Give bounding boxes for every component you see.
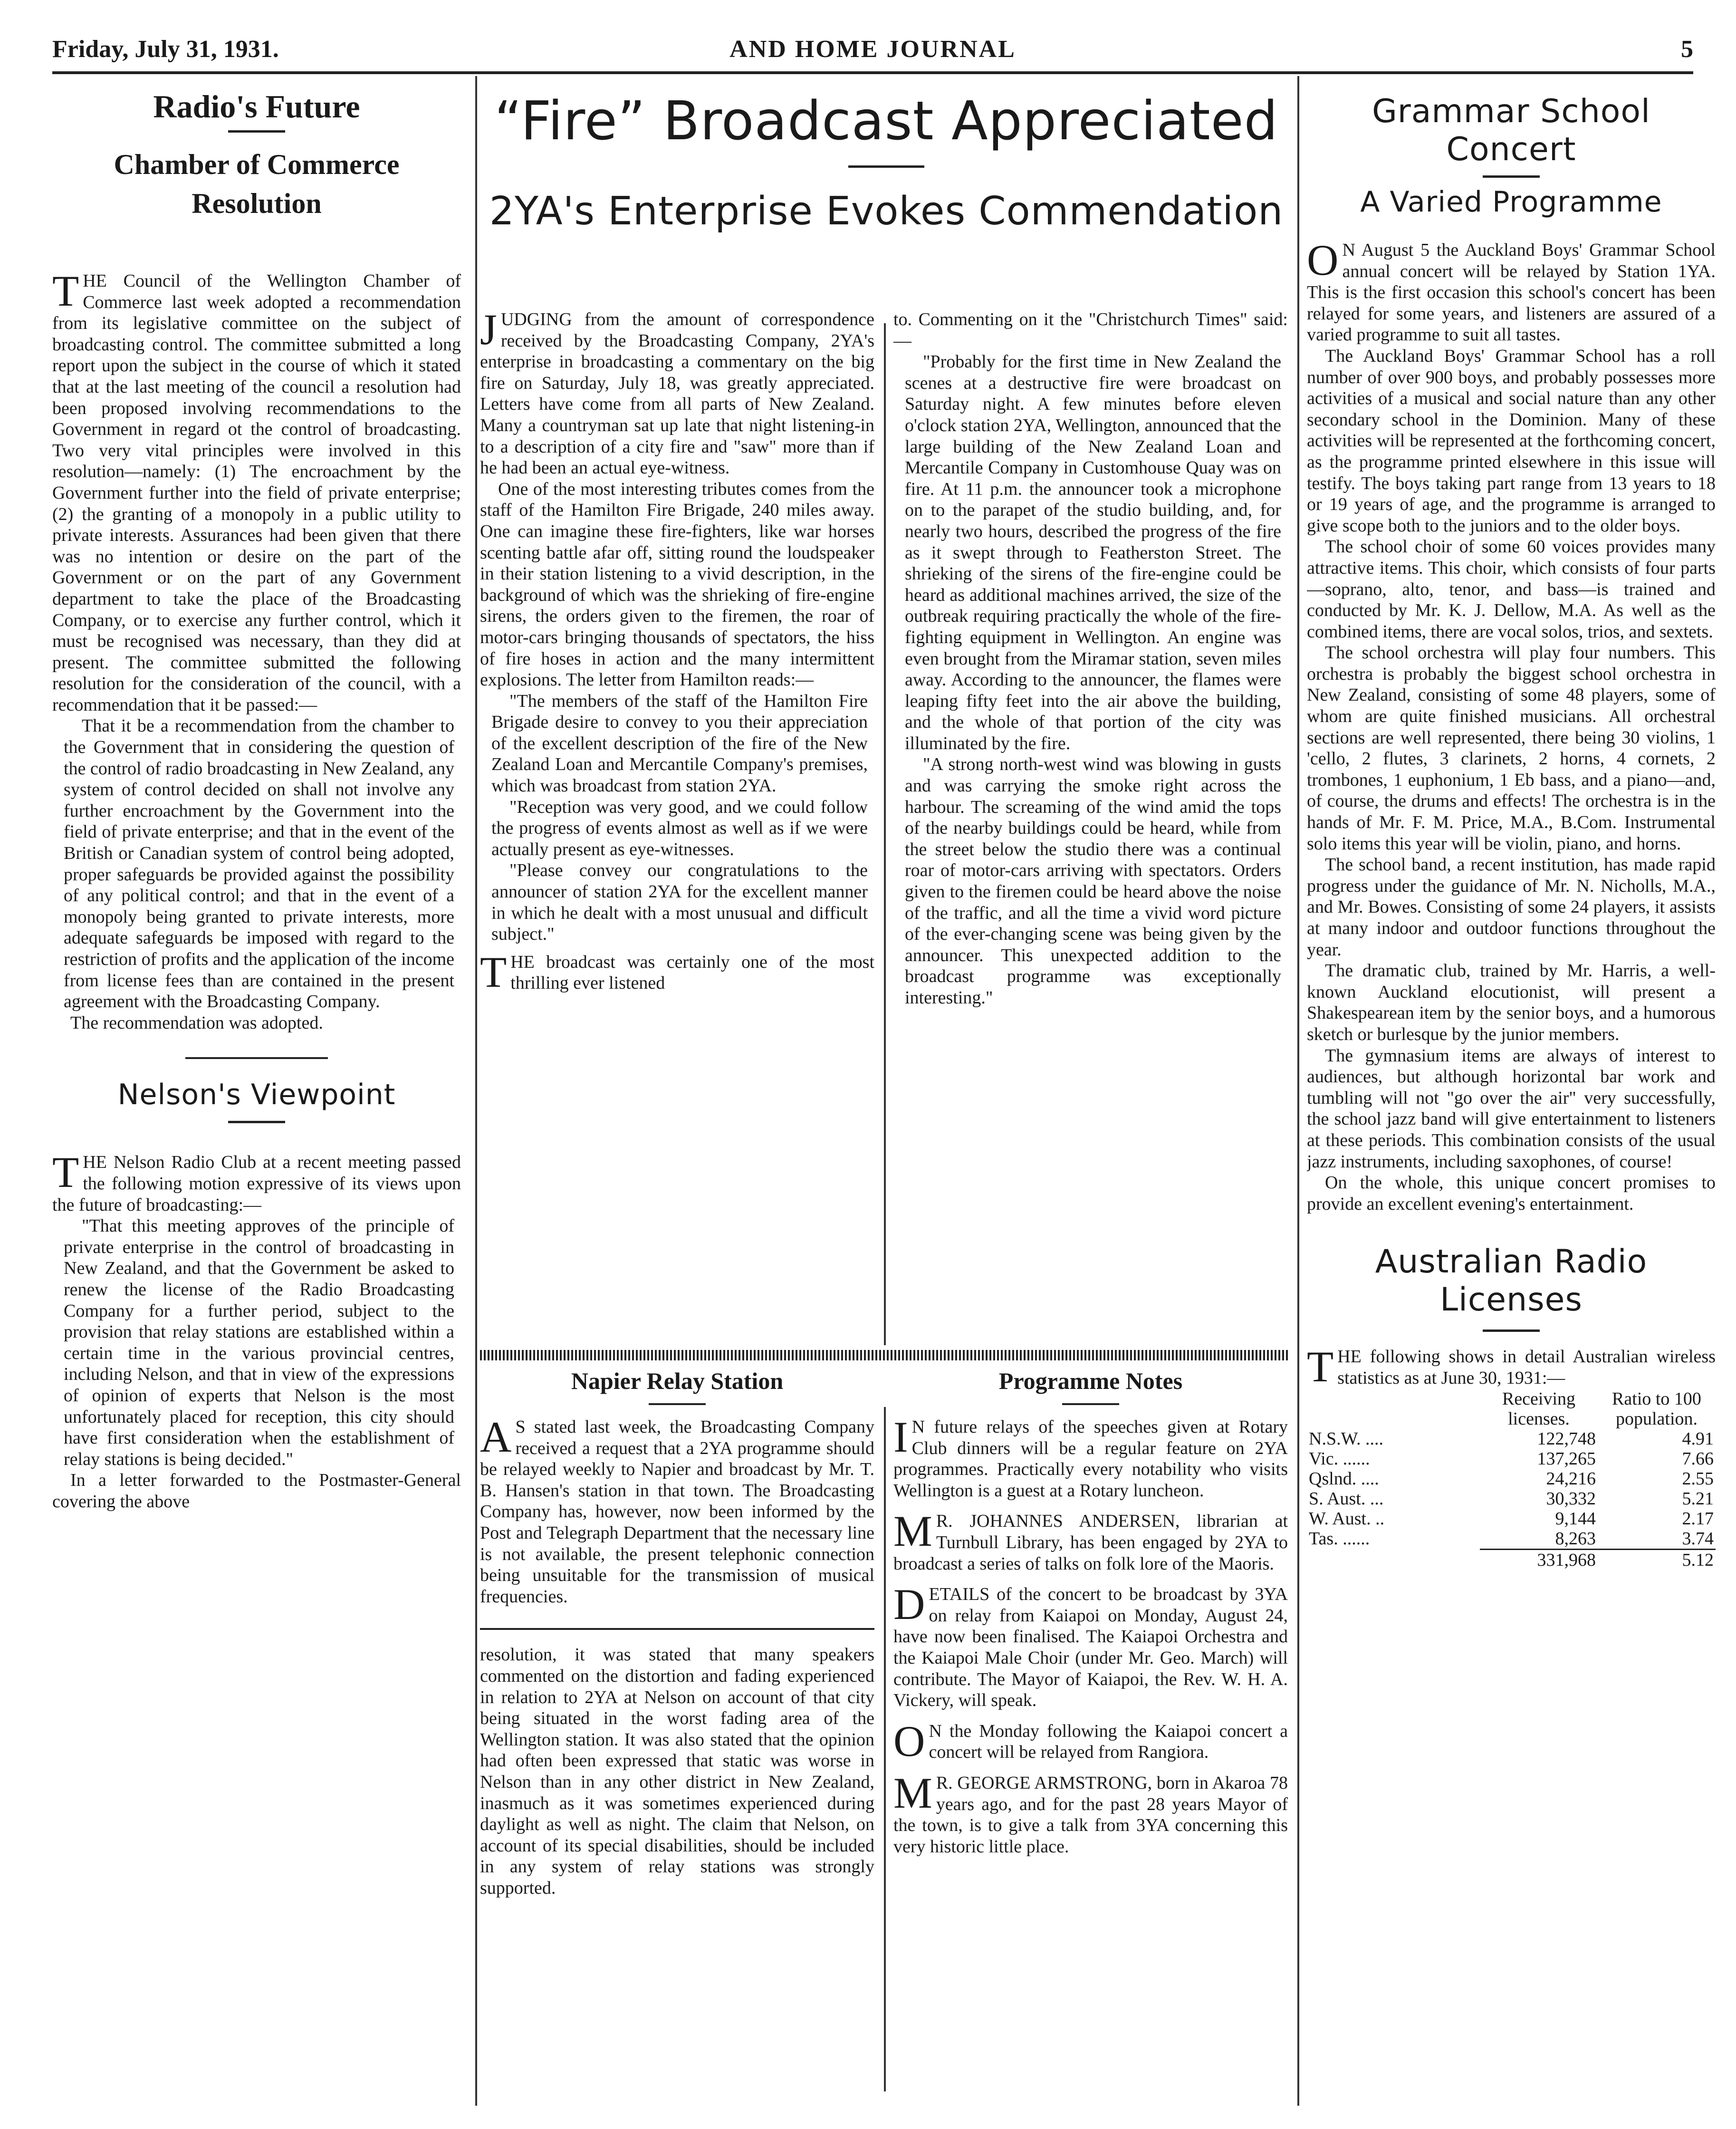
napier-title: Napier Relay Station — [571, 1368, 784, 1394]
radio-future-resolution: That it be a recommendation from the chamber to the Government that in considering the question of the control of radio broadcasting in New Zealand, any system of control decided on shall not involve any further encroachment by the Government into the field of private enterprise; and that in the event of the British or Canadian system of control being adopted, proper safeguards be provided against the possibility of any political control; and that in the event of a monopoly being granted to private interests, more adequate safeguards be imposed with regard to the restriction of profits and the application of the income from license fees than are contained in the present agreement with the Broadcasting Company. — [64, 716, 454, 1012]
programme-note-5: MR. GEORGE ARMSTRONG, born in Akaroa 78 years ago, and for the past 28 years Mayor of the town, is to give a talk from 3YA concerning this very historic little place. — [893, 1768, 1288, 1857]
fire-col2-para-1: to. Commenting on it the "Christchurch Times" said:— — [893, 309, 1288, 351]
australian-title: Australian Radio Licenses — [1375, 1243, 1648, 1319]
table-row — [1307, 1449, 1716, 1469]
licenses-cell: 30,332 — [1546, 1488, 1596, 1509]
section-rule — [185, 1057, 328, 1059]
ratio-cell: 5.21 — [1682, 1488, 1714, 1509]
grammar-para-2: The Auckland Boys' Grammar School has a roll number of over 900 boys, and probably possesses more activities of a musical and social nature than any other secondary school in the Dominion. Many of these activities will be represented at the forthcoming concert, as the programme printed elsewhere in this issue will testify. The boys taking part range from 13 years to 18 or 19 years of age, and the programme is arranged to give scope both to the juniors and to the older boys. — [1307, 346, 1716, 536]
grammar-body — [1307, 236, 1716, 1214]
fire-subtitle: 2YA's Enterprise Evokes Commendation — [489, 189, 1284, 234]
column-divider — [884, 323, 886, 1345]
grammar-para-7: The gymnasium items are always of interest to audiences, but although horizontal bar work and tumbling will not "go over the air" very successfully, the school jazz band will give entertainment to listeners at these periods. This combination consists of the usual jazz instruments, including saxophones, of course! — [1307, 1045, 1716, 1172]
table-total-row — [1307, 1549, 1716, 1570]
fire-times-quote-2: "A strong north-west wind was blowing in gusts and was carrying the smoke right across the harbour. The screaming of the wind amid the tops of the nearby buildings could be heard, while from the street below the studio there was a continual roar of motor-cars arriving with spectators. Orders given to the firemen could be heard above the noise of the traffic, and all the time a vivid word picture of the ever-changing scene was being given by the announcer. This unexpected addition to the broadcast programme was exceptionally interesting." — [905, 754, 1281, 1008]
fire-title: “Fire” Broadcast Appreciated — [494, 90, 1278, 152]
licenses-cell: 137,265 — [1537, 1448, 1596, 1469]
programme-note-1: IN future relays of the speeches given at Rotary Club dinners will be a regular feature on 2YA programmes. Practically every notability who visits Wellington is a guest at a Rotary luncheon. — [893, 1413, 1288, 1501]
napier-section — [480, 1364, 874, 2096]
fire-times-quote-1: "Probably for the first time in New Zealand the scenes at a destructive fire were broadcast on Saturday night. A few minutes before eleven o'clock station 2YA, Wellington, announced that the large building of the New Zealand Loan and Mercantile Company in Customhouse Quay was on fire. At 11 p.m. the announcer took a microphone on to the parapet of the studio building, and, for nearly two hours, described the progress of the fire as it swept through to Featherston Street. The shrieking of the sirens of the fire-engine could be heard as additional machines arrived, the size of the outbreak requiring practically the whole of the fire-fighting equipment in Wellington. An engine was even brought from the Miramar station, seven miles away. According to the announcer, the flames were leaping fifty feet into the air above the building, and the whole of that portion of the city was illuminated by the fire. — [905, 352, 1281, 753]
column-left — [52, 83, 461, 2099]
grammar-para-3: The school choir of some 60 voices provides many attractive items. This choir, which consists of four parts—soprano, alto, tenor, and bass—is trained and conducted by Mr. K. J. Dellow, M.A. As well as the combined items, there are vocal solos, trios, and sextets. — [1307, 537, 1716, 642]
state-cell: S. Aust. ... — [1309, 1488, 1384, 1509]
total-licenses: 331,968 — [1480, 1549, 1598, 1570]
state-cell: W. Aust. .. — [1309, 1508, 1385, 1529]
nelson-para-3: In a letter forwarded to the Postmaster-General covering the above — [52, 1470, 461, 1512]
fire-letter-2: "Reception was very good, and we could follow the progress of events almost as well as if we were actually present as eye-witnesses. — [491, 797, 868, 859]
fire-letter-3: "Please convey our congratulations to the announcer of station 2YA for the excellent manner in which he dealt with a most unusual and difficult subject." — [491, 860, 868, 944]
grammar-subtitle: A Varied Programme — [1360, 185, 1662, 219]
title-rule — [649, 1403, 706, 1405]
nelson-motion: "That this meeting approves of the principle of private enterprise in the control of broadcasting in New Zealand, and that the Government be asked to renew the license of the Radio Broadcasting Company for a further period, subject to the provision that relay stations are established within a certain time in the various provincial centres, including Nelson, and that in view of the expressions of opinion of experts that Nelson is the most unfortunately placed for reception, this city should have first consideration when the establishment of relay stations is being decided." — [64, 1216, 454, 1469]
column-right — [1307, 83, 1716, 2099]
fire-para-1: JUDGING from the amount of correspondence received by the Broadcasting Company, 2YA's enterprise in broadcasting a commentary on the big fire on Saturday, July 18, was greatly appreciated. Letters have come from all parts of New Zealand. Many a countryman sat up late that night listening-in to a description of a city fire and "saw" more than if he had been an actual eye-witness. — [480, 309, 874, 478]
grammar-para-4: The school orchestra will play four numbers. This orchestra is probably the biggest school orchestra in New Zealand, consisting of some 48 players, some of whom are quite finished musicians. All orchestral sections are well represented, there being 30 violins, 1 'cello, 2 flutes, 3 clarinets, 2 horns, 4 cornets, 2 trombones, 1 euphonium, 1 Eb bass, and a piano—and, of course, the drums and effects! The orchestra is in the hands of Mr. F. M. Price, M.A., B.Com. Instrumental solo items this year will be violin, piano, and horns. — [1307, 643, 1716, 854]
ratio-cell: 2.55 — [1682, 1468, 1714, 1489]
state-cell: N.S.W. .... — [1309, 1428, 1383, 1449]
radio-future-para-1: THE Council of the Wellington Chamber of Commerce last week adopted a recommendation from its legislative committee on the subject of broadcasting control. The committee submitted a long report upon the subject in the course of which it stated that at the last meeting of the council a resolution had been proposed involving recommendations to the Government in regard ot the control of broadcasting. Two very vital principles were involved in this resolution—namely: (1) The encroachment by the Government further into the field of private enterprise; (2) the granting of a monopoly in a public utility to private interests. Assurances had been given that there was no intention or desire on the part of the Government or on the part of any Government department to take the place of the Broadcasting Company, or to exercise any further control, which it must be recognised was necessary, than they did at present. The committee submitted the following resolution for the consideration of the council, with a recommendation that it be passed:— — [52, 267, 461, 715]
ratio-cell: 7.66 — [1682, 1448, 1714, 1469]
column-divider — [475, 76, 477, 2106]
grammar-para-5: The school band, a recent institution, has made rapid progress under the guidance of Mr. N. Nicholls, M.A., and Mr. Bowes. Consisting of some 24 players, it assists at many indoor and outdoor functions throughout the year. — [1307, 855, 1716, 960]
fire-column-1 — [480, 309, 874, 1345]
ratio-header: Ratio to 100 population. — [1612, 1388, 1701, 1429]
title-rule — [228, 130, 285, 133]
ratio-cell: 4.91 — [1682, 1428, 1714, 1449]
state-cell: Qslnd. .... — [1309, 1468, 1379, 1489]
licenses-cell: 24,216 — [1546, 1468, 1596, 1489]
fire-letter-1: "The members of the staff of the Hamilton Fire Brigade desire to convey to you their appreciation of the excellent description of the fire of the New Zealand Loan and Mercantile Company's premises, which was broadcast from station 2YA. — [491, 691, 868, 796]
radio-future-body — [52, 267, 461, 1033]
programme-note-2: MR. JOHANNES ANDERSEN, librarian at Turnbull Library, has been engaged by 2YA to broadcast a series of talks on folk lore of the Maoris. — [893, 1507, 1288, 1574]
licenses-header: Receiving licenses. — [1502, 1388, 1576, 1429]
licenses-cell: 8,263 — [1555, 1528, 1596, 1549]
fire-para-3: THE broadcast was certainly one of the most thrilling ever listened — [480, 947, 874, 996]
nelson-para-1: THE Nelson Radio Club at a recent meeting passed the following motion expressive of its views upon the future of broadcasting:— — [52, 1148, 461, 1215]
column-divider — [1297, 76, 1299, 2106]
fire-para-2: One of the most interesting tributes comes from the staff of the Hamilton Fire Brigade, 240 miles away. One can imagine these fire-fighters, like war horses scenting battle afar off, sitting round the loudspeaker in their station listening to a vivid description, in the background of which was the shrieking of fire-engine sirens, the orders given to the firemen, the roar of motor-cars bringing thousands of spectators, the hiss of fire hoses in action and the many intermittent explosions. The letter from Hamilton reads:— — [480, 479, 874, 690]
programme-note-4: ON the Monday following the Kaiapoi concert a concert will be relayed from Rangiora. — [893, 1716, 1288, 1765]
masthead-title: AND HOME JOURNAL — [729, 36, 1016, 63]
nelson-body — [52, 1148, 461, 1512]
licenses-cell: 9,144 — [1555, 1508, 1596, 1529]
ratio-cell: 3.74 — [1682, 1528, 1714, 1549]
title-rule — [848, 165, 924, 168]
masthead-rule — [52, 71, 1693, 74]
grammar-title: Grammar School Concert — [1372, 93, 1650, 168]
licenses-table — [1307, 1389, 1716, 1570]
section-rule — [480, 1628, 874, 1630]
radio-future-title: Radio's Future — [153, 88, 360, 125]
grammar-para-6: The dramatic club, trained by Mr. Harris, a well-known Auckland elocutionist, will present a Shakespearean item by the senior boys, and a humorous sketch or burlesque by the junior members. — [1307, 961, 1716, 1044]
licenses-cell: 122,748 — [1537, 1428, 1596, 1449]
fire-column-2 — [893, 309, 1288, 1345]
australian-intro: THE following shows in detail Australian wireless statistics as at June 30, 1931:— — [1307, 1342, 1716, 1391]
state-cell: Tas. ...... — [1309, 1529, 1370, 1549]
column-divider — [884, 1407, 886, 2091]
nelson-title: Nelson's Viewpoint — [117, 1078, 396, 1112]
napier-text: AS stated last week, the Broadcasting Company received a request that a 2YA programme should be relayed weekly to Napier and broadcast by Mr. T. B. Hansen's station in that town. The Broadcasting Company has, however, now been informed by the Post and Telegraph Department that the necessary line is not available, the present telephonic connection being unsuitable for the transmission of musical frequencies. — [480, 1413, 874, 1607]
table-row — [1307, 1429, 1716, 1449]
grammar-para-1: ON August 5 the Auckland Boys' Grammar School annual concert will be relayed by Station 1YA. This is the first occasion this school's concert has been relayed for some years, and listeners are assured of a varied programme to suit all tastes. — [1307, 236, 1716, 345]
title-rule — [1062, 1403, 1119, 1405]
table-row — [1307, 1489, 1716, 1509]
programme-notes-title: Programme Notes — [998, 1368, 1183, 1394]
ratio-cell: 2.17 — [1682, 1508, 1714, 1529]
masthead — [52, 28, 1693, 66]
title-rule — [228, 1121, 285, 1123]
grammar-para-8: On the whole, this unique concert promises to provide an excellent evening's entertainment. — [1307, 1173, 1716, 1214]
radio-future-adopted: The recommendation was adopted. — [70, 1012, 323, 1033]
title-rule — [1483, 1329, 1540, 1332]
table-row — [1307, 1469, 1716, 1489]
title-rule — [1483, 175, 1540, 178]
radio-future-subtitle: Chamber of Commerce Resolution — [114, 149, 400, 219]
table-row — [1307, 1529, 1716, 1550]
masthead-date: Friday, July 31, 1931. — [52, 36, 279, 63]
table-row — [1307, 1509, 1716, 1529]
nelson-continuation: resolution, it was stated that many speakers commented on the distortion and fading experienced in relation to 2YA at Nelson on account of that city being situated in the worst fading area of the Wellington station. It was also stated that the opinion had often been expressed that static was worse in Nelson than in any other district in New Zealand, inasmuch as it was sometimes experienced during daylight as well as night. The claim that Nelson, on account of its special disabilities, should be included in any system of relay stations was strongly supported. — [480, 1645, 874, 1898]
page-number: 5 — [1681, 36, 1693, 63]
section-divider — [480, 1350, 1288, 1360]
fire-headline — [480, 90, 1293, 318]
programme-note-3: DETAILS of the concert to be broadcast by 3YA on relay from Kaiapoi on Monday, August 24, have now been finalised. The Kaiapoi Orchestra and the Kaiapoi Male Choir (under Mr. Geo. March) will contribute. The Mayor of Kaiapoi, the Rev. W. H. A. Vickery, will speak. — [893, 1580, 1288, 1711]
state-cell: Vic. ...... — [1309, 1448, 1370, 1469]
programme-notes-section — [893, 1364, 1288, 2096]
total-ratio: 5.12 — [1598, 1549, 1716, 1570]
